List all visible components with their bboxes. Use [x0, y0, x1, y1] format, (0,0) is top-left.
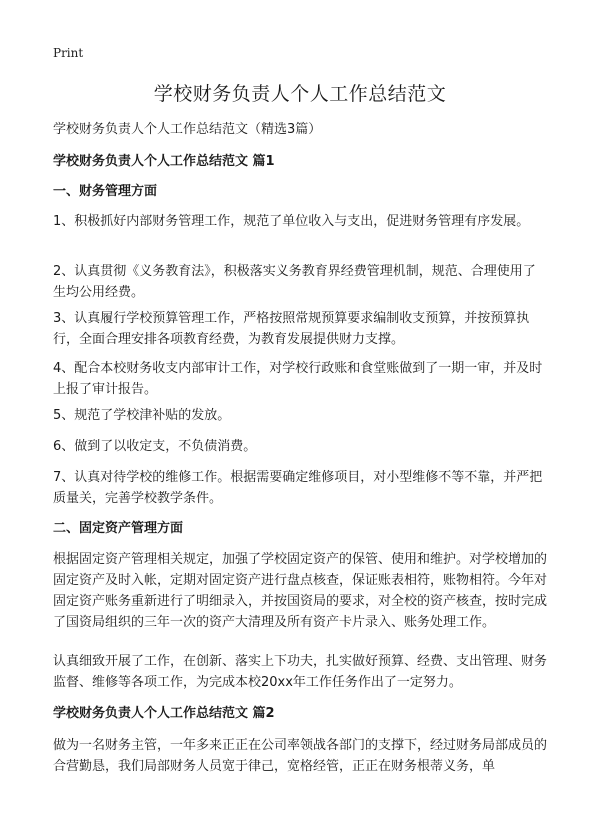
article2-heading: 学校财务负责人个人工作总结范文 篇2 [53, 706, 275, 721]
list-item: 5、规范了学校津补贴的发放。 [53, 408, 231, 423]
list-item: 6、做到了以收定支，不负债消费。 [53, 439, 257, 454]
list-item: 3、认真履行学校预算管理工作，严格按照常规预算要求编制收支预算，并按预算执行，全面合理安排各项教育经费，为教育发展提供财力支撑。 [53, 311, 530, 347]
section1-heading: 一、财务管理方面 [53, 184, 158, 199]
page-title: 学校财务负责人个人工作总结范文 [153, 83, 447, 105]
paragraph: 认真细致开展了工作，在创新、落实上下功夫，扎实做好预算、经费、支出管理、财务监督、维修等各项工作，为完成本校20xx年工作任务作出了一定努力。 [53, 654, 548, 690]
document-subtitle: 学校财务负责人个人工作总结范文（精选3篇） [53, 122, 322, 137]
list-item: 1、积极抓好内部财务管理工作，规范了单位收入与支出，促进财务管理有序发展。 [53, 214, 530, 229]
article1-heading: 学校财务负责人个人工作总结范文 篇1 [53, 154, 275, 169]
list-item: 2、认真贯彻《义务教育法》，积极落实义务教育界经费管理机制，规范、合理使用了生均公用经费。 [53, 264, 536, 300]
paragraph: 根据固定资产管理相关规定，加强了学校固定资产的保管、使用和维护。对学校增加的固定资产及时入帐，定期对固定资产进行盘点核查，保证账表相符，账物相符。今年对固定资产账务重新进行了明细录入，并按国资局的要求，对全校的资产核查，按时完成了国资局组织的三年一次的资产大清理及所有资产卡片录入、账务处理工作。 [53, 552, 548, 630]
list-item: 4、配合本校财务收支内部审计工作，对学校行政账和食堂账做到了一期一审，并及时上报了审计报告。 [53, 361, 543, 397]
section2-heading: 二、固定资产管理方面 [53, 521, 184, 536]
print-link[interactable]: Print [53, 46, 84, 60]
paragraph: 做为一名财务主管，一年多来正正在公司率领战各部门的支撑下，经过财务局部成员的合营勤恳，我们局部财务人员宽于律己，宽格经管，正正在财务根蒂义务，单 [53, 738, 548, 774]
list-item: 7、认真对待学校的维修工作。根据需要确定维修项目，对小型维修不等不靠，并严把质量关，完善学校教学条件。 [53, 470, 543, 506]
